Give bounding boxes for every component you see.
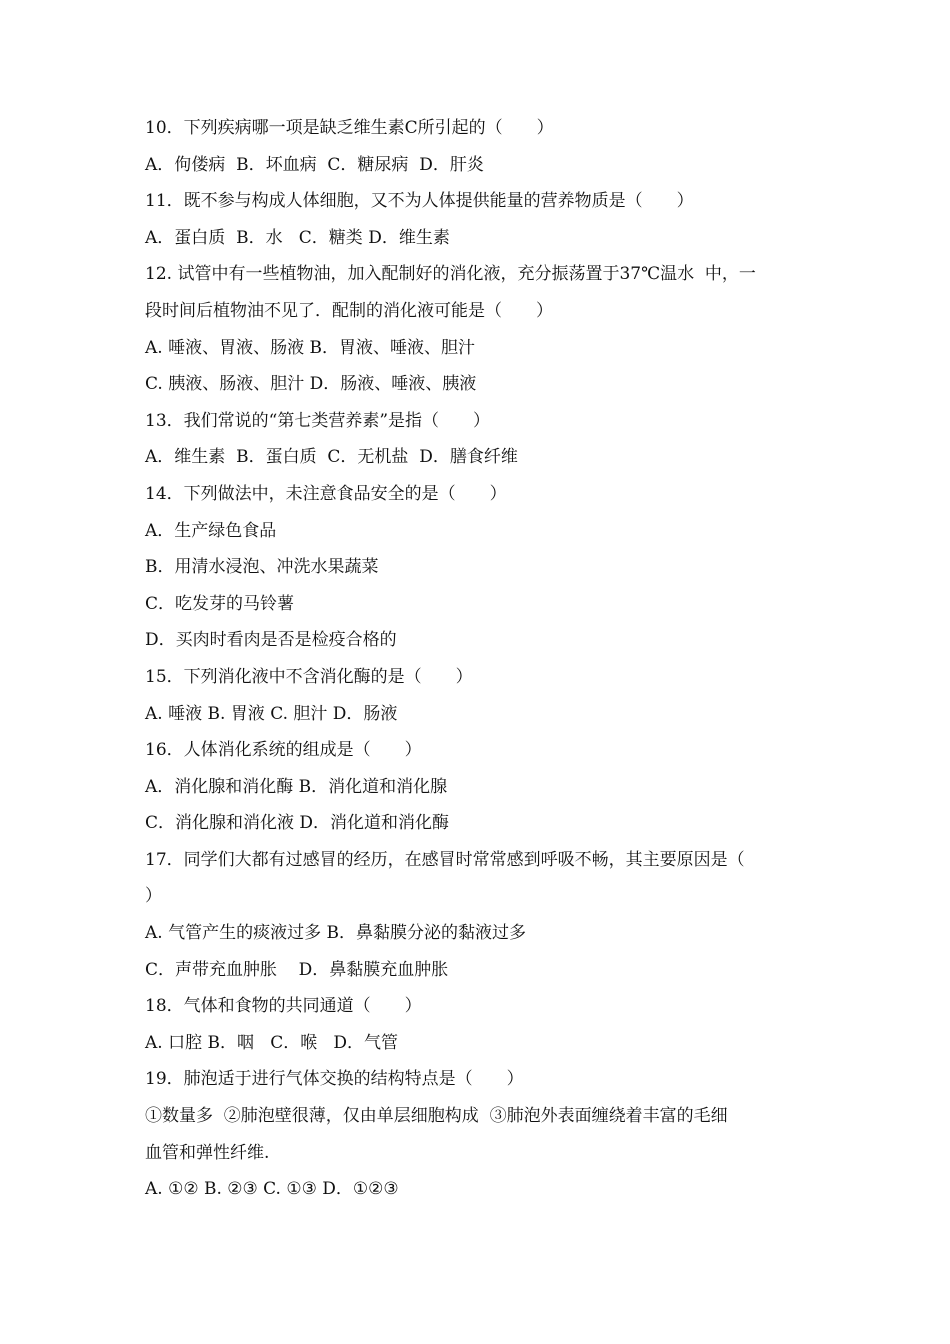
question-18: 18．气体和食物的共同通道（ ） [145,996,422,1017]
question-17-line-2: ） [145,886,162,907]
question-16: 16．人体消化系统的组成是（ ） [145,740,422,761]
question-14-option-a: A．生产绿色食品 [145,520,277,541]
question-19: 19．肺泡适于进行气体交换的结构特点是（ ） [145,1069,524,1090]
question-16-options-ab: A．消化腺和消化酶 B．消化道和消化腺 [145,776,448,797]
question-14-option-b: B．用清水浸泡、冲洗水果蔬菜 [145,557,379,578]
question-13-options: A．维生素 B．蛋白质 C．无机盐 D．膳食纤维 [145,447,518,468]
question-12-options-ab: A. 唾液、胃液、肠液 B．胃液、唾液、胆汁 [145,337,475,358]
question-10: 10．下列疾病哪一项是缺乏维生素C所引起的（ ） [145,118,554,138]
question-14: 14．下列做法中，未注意食品安全的是（ ） [145,483,507,504]
exam-page [145,110,815,1208]
question-19-options: A. ①② B. ②③ C. ①③ D．①②③ [145,1179,399,1200]
question-11: 11．既不参与构成人体细胞，又不为人体提供能量的营养物质是（ ） [145,191,694,212]
question-13: 13．我们常说的“第七类营养素”是指（ ） [145,410,491,431]
question-14-option-d: D．买肉时看肉是否是检疫合格的 [145,630,397,651]
question-15: 15．下列消化液中不含消化酶的是（ ） [145,666,473,687]
question-17-options-cd: C．声带充血肿胀 D．鼻黏膜充血肿胀 [145,959,449,980]
question-12-line-1: 12. 试管中有一些植物油，加入配制好的消化液，充分振荡置于37℃温水 中，一 [145,264,756,285]
question-19-statements-line-2: 血管和弹性纤维. [145,1142,270,1163]
question-12-line-2: 段时间后植物油不见了．配制的消化液可能是（ ） [145,300,553,321]
question-15-options: A. 唾液 B. 胃液 C. 胆汁 D．肠液 [145,703,398,724]
question-16-options-cd: C．消化腺和消化液 D．消化道和消化酶 [145,813,450,834]
question-19-statements-line-1: ①数量多 ②肺泡壁很薄，仅由单层细胞构成 ③肺泡外表面缠绕着丰富的毛细 [145,1106,728,1127]
question-10-options: A．佝偻病 B．坏血病 C．糖尿病 D．肝炎 [145,154,484,175]
question-18-options: A. 口腔 B．咽 C．喉 D．气管 [145,1032,399,1053]
question-11-options: A．蛋白质 B．水 C．糖类 D．维生素 [145,227,450,248]
question-17-options-ab: A. 气管产生的痰液过多 B．鼻黏膜分泌的黏液过多 [145,923,526,944]
question-17-line-1: 17．同学们大都有过感冒的经历，在感冒时常常感到呼吸不畅，其主要原因是（ [145,849,745,870]
question-12-options-cd: C. 胰液、肠液、胆汁 D．肠液、唾液、胰液 [145,374,477,395]
question-14-option-c: C．吃发芽的马铃薯 [145,593,295,614]
